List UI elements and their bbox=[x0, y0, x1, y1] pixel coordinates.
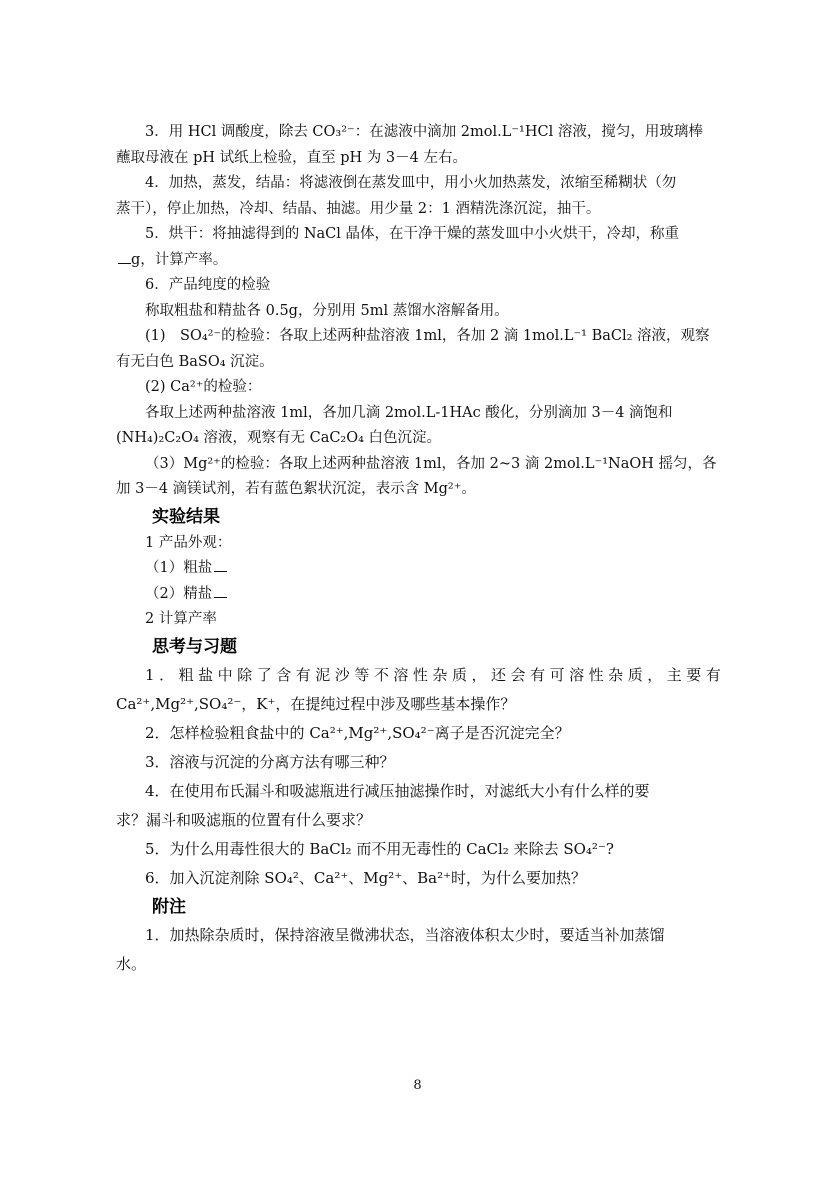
note-1-line-2: 水。 bbox=[116, 954, 147, 973]
step-4-line-2: 蒸干），停止加热，冷却、结晶、抽滤。用少量 2：1 酒精洗涤沉淀，抽干。 bbox=[116, 200, 601, 217]
results-item-2: 2 计算产率 bbox=[145, 611, 217, 627]
note-1-line-1: 1．加热除杂质时，保持溶液呈微沸状态，当溶液体积太少时，要适当补加蒸馏 bbox=[145, 925, 665, 944]
refined-salt-blank bbox=[214, 585, 227, 598]
results-item-1-1 bbox=[116, 556, 722, 582]
page-number: 8 bbox=[413, 1078, 422, 1093]
step-6-2-title: (2) Ca²⁺的检验： bbox=[145, 379, 262, 395]
step-6-title: 6．产品纯度的检验 bbox=[145, 277, 271, 293]
question-4-line-2: 求？漏斗和吸滤瓶的位置有什么要求？ bbox=[116, 810, 372, 829]
step-6-1-line-2: 有无白色 BaSO₄ 沉淀。 bbox=[116, 353, 274, 370]
question-1-line-2: Ca²⁺,Mg²⁺,SO₄²⁻，K⁺，在提纯过程中涉及哪些基本操作？ bbox=[116, 694, 516, 713]
results-item-1-1-text: （1）粗盐 bbox=[145, 560, 213, 576]
question-1-line-1: 1．粗盐中除了含有泥沙等不溶性杂质，还会有可溶性杂质，主要有 bbox=[145, 665, 722, 684]
step-6-2-line-2: (NH₄)₂C₂O₄ 溶液，观察有无 CaC₂O₄ 白色沉淀。 bbox=[116, 430, 442, 446]
step-6-3-line-2: 加 3－4 滴镁试剂，若有蓝色絮状沉淀，表示含 Mg²⁺。 bbox=[116, 481, 476, 497]
results-item-1: 1 产品外观： bbox=[145, 534, 232, 551]
question-6: 6．加入沉淀剂除 SO₄²、Ca²⁺、Mg²⁺、Ba²⁺时，为什么要加热？ bbox=[145, 868, 587, 887]
step-6-3-line-1: （3）Mg²⁺的检验：各取上述两种盐溶液 1ml，各加 2~3 滴 2mol.L⁻¹NaOH 摇匀，各 bbox=[145, 455, 717, 472]
weight-blank bbox=[118, 251, 131, 264]
step-4-line-1: 4．加热，蒸发，结晶：将滤液倒在蒸发皿中，用小火加热蒸发，浓缩至稀糊状（勿 bbox=[145, 175, 677, 191]
question-2: 2．怎样检验粗食盐中的 Ca²⁺,Mg²⁺,SO₄²⁻离子是否沉淀完全？ bbox=[145, 723, 570, 742]
exercises-list bbox=[116, 661, 722, 893]
question-4-line-1: 4．在使用布氏漏斗和吸滤瓶进行减压抽滤操作时，对滤纸大小有什么样的要 bbox=[145, 781, 650, 800]
question-3: 3．溶液与沉淀的分离方法有哪三种？ bbox=[145, 752, 395, 771]
results-heading: 实验结果 bbox=[152, 506, 220, 527]
step-6-1-line-1: (1) SO₄²⁻的检验：各取上述两种盐溶液 1ml，各加 2 滴 1mol.L⁻¹ BaCl₂ 溶液，观察 bbox=[145, 328, 710, 344]
results-item-1-2 bbox=[116, 582, 722, 608]
step-3-line-1: 3．用 HCl 调酸度，除去 CO₃²⁻：在滤液中滴加 2mol.L⁻¹HCl 溶液，搅匀，用玻璃棒 bbox=[145, 124, 703, 140]
step-5-line-1: 5．烘干：将抽滤得到的 NaCl 晶体，在干净干燥的蒸发皿中小火烘干，冷却，称重 bbox=[145, 226, 680, 242]
page-content bbox=[116, 120, 722, 979]
step-6-intro: 称取粗盐和精盐各 0.5g，分别用 5ml 蒸馏水溶解备用。 bbox=[145, 302, 509, 319]
notes-list bbox=[116, 921, 722, 979]
step-5-line-2 bbox=[116, 248, 722, 274]
crude-salt-blank bbox=[214, 559, 227, 572]
notes-heading: 附注 bbox=[152, 896, 186, 917]
step-6-2-line-1: 各取上述两种盐溶液 1ml，各加几滴 2mol.L-1HAc 酸化，分别滴加 3－4 滴饱和 bbox=[145, 404, 673, 421]
question-5: 5．为什么用毒性很大的 BaCl₂ 而不用无毒性的 CaCl₂ 来除去 SO₄²⁻? bbox=[145, 839, 614, 858]
step-5-line-2-text: g，计算产率。 bbox=[131, 251, 228, 268]
results-item-1-2-text: （2）精盐 bbox=[145, 585, 213, 602]
exercises-heading: 思考与习题 bbox=[152, 636, 237, 657]
step-3-line-2: 蘸取母液在 pH 试纸上检验，直至 pH 为 3－4 左右。 bbox=[116, 149, 467, 166]
